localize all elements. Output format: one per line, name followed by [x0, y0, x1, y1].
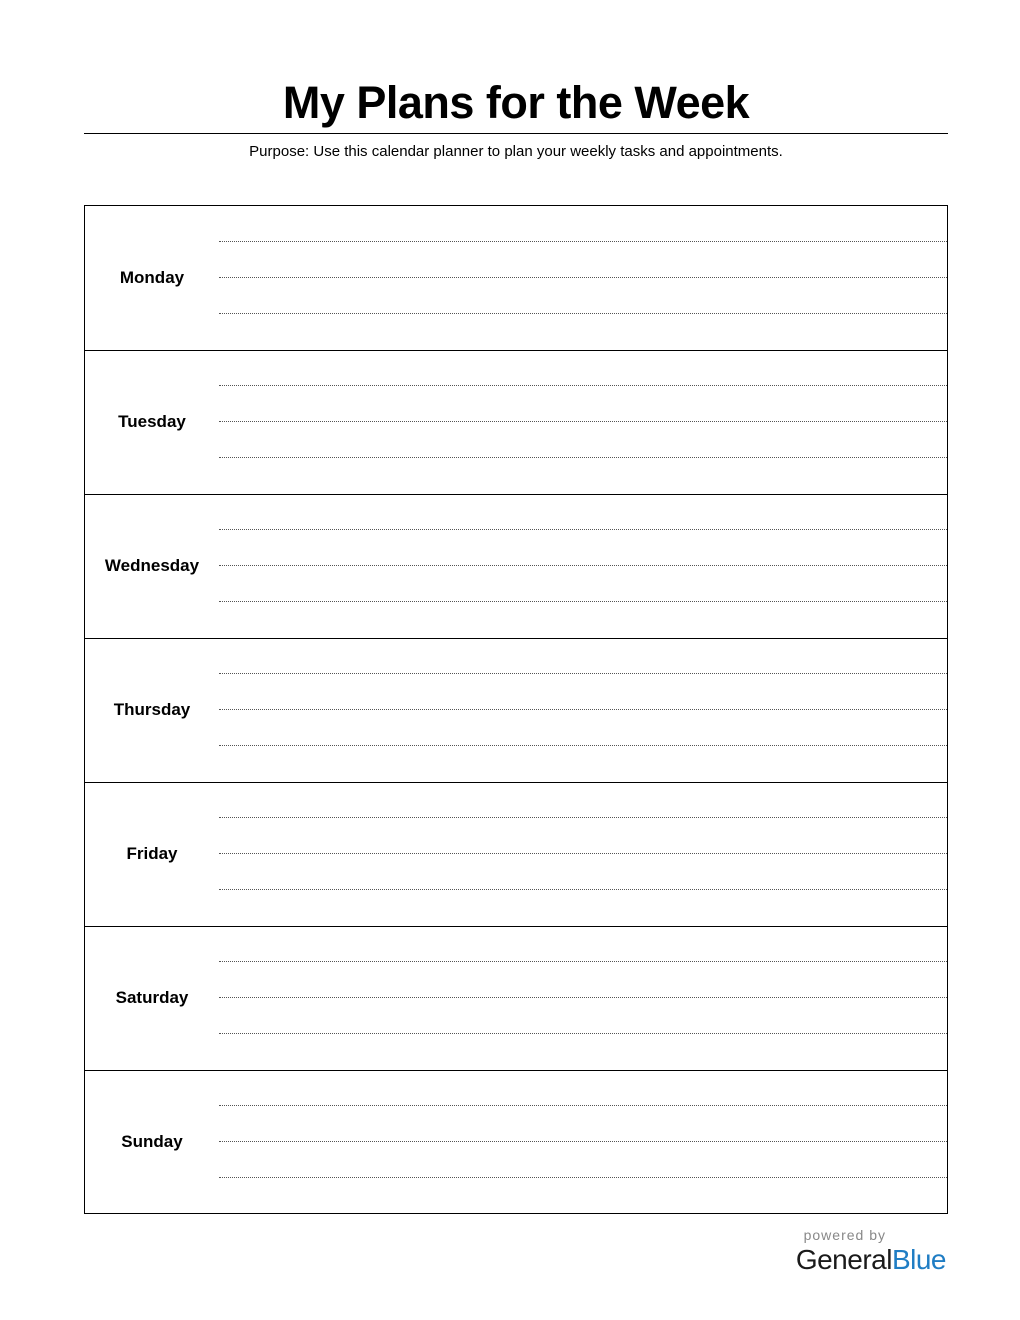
powered-by-text: powered by	[803, 1227, 886, 1243]
brand-name	[796, 1244, 946, 1276]
day-row-thursday	[85, 638, 947, 783]
day-label-friday: Friday	[126, 844, 178, 863]
day-label-saturday: Saturday	[115, 988, 189, 1007]
writing-line[interactable]	[219, 421, 947, 422]
day-row-wednesday	[85, 494, 947, 639]
day-row-saturday	[85, 926, 947, 1071]
day-label-thursday: Thursday	[113, 700, 191, 719]
writing-line[interactable]	[219, 1033, 947, 1034]
writing-line[interactable]	[219, 385, 947, 386]
brand-blue: Blue	[891, 1244, 946, 1275]
day-row-friday	[85, 782, 947, 927]
weekly-planner-table	[84, 205, 948, 1214]
writing-line[interactable]	[219, 709, 947, 710]
writing-line[interactable]	[219, 565, 947, 566]
writing-line[interactable]	[219, 529, 947, 530]
writing-line[interactable]	[219, 817, 947, 818]
day-row-sunday	[85, 1070, 947, 1214]
writing-line[interactable]	[219, 997, 947, 998]
writing-line[interactable]	[219, 457, 947, 458]
day-row-tuesday	[85, 350, 947, 495]
generalblue-logo[interactable]	[796, 1226, 946, 1276]
day-row-monday	[85, 206, 947, 351]
writing-line[interactable]	[219, 673, 947, 674]
writing-line[interactable]	[219, 889, 947, 890]
purpose-text: Purpose: Use this calendar planner to plan your weekly tasks and appointments.	[249, 143, 783, 160]
writing-line[interactable]	[219, 1177, 947, 1178]
title-divider	[84, 133, 948, 134]
writing-line[interactable]	[219, 241, 947, 242]
day-label-tuesday: Tuesday	[118, 412, 186, 431]
day-label-monday: Monday	[119, 268, 185, 287]
day-label-sunday: Sunday	[121, 1132, 183, 1151]
writing-line[interactable]	[219, 313, 947, 314]
writing-line[interactable]	[219, 277, 947, 278]
brand-general: General	[795, 1244, 892, 1275]
writing-line[interactable]	[219, 853, 947, 854]
writing-line[interactable]	[219, 745, 947, 746]
day-label-wednesday: Wednesday	[104, 556, 200, 575]
page-title: My Plans for the Week	[282, 77, 750, 128]
writing-line[interactable]	[219, 1141, 947, 1142]
writing-line[interactable]	[219, 1105, 947, 1106]
writing-line[interactable]	[219, 961, 947, 962]
writing-line[interactable]	[219, 601, 947, 602]
